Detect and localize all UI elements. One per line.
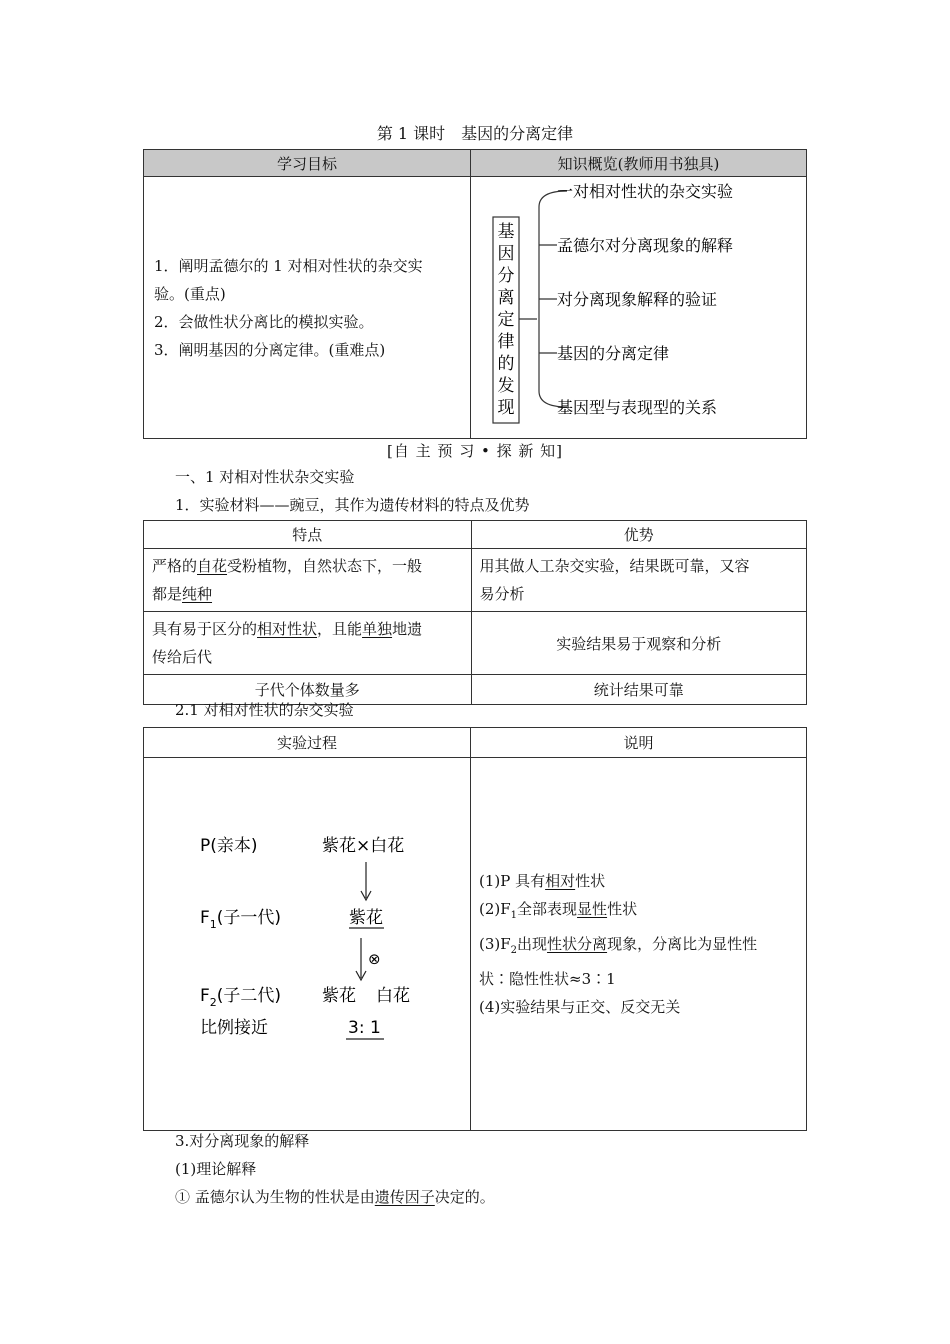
f2-value-white: 白花 bbox=[376, 986, 410, 1006]
cross-diagram bbox=[144, 758, 470, 1130]
advantage-cell-3: 统计结果可靠 bbox=[471, 675, 807, 705]
note-3: $(3)F_2$出现性状分离现象，分离比为显性性 状∶隐性性状≈3∶1 bbox=[479, 935, 758, 988]
text: ，且能 bbox=[317, 620, 363, 638]
objective-line: 1．阐明孟德尔的 1 对相对性状的杂交实 bbox=[154, 256, 423, 275]
ratio-label: 比例接近 bbox=[200, 1018, 268, 1038]
tree-root-char: 定 bbox=[497, 310, 515, 330]
objectives-table bbox=[143, 149, 807, 439]
section-banner: [自 主 预 习 • 探 新 知] bbox=[387, 442, 563, 460]
tree-root-char: 因 bbox=[497, 244, 515, 264]
objective-line: 3．阐明基因的分离定律。(重难点) bbox=[154, 340, 386, 359]
tree-root-char: 分 bbox=[497, 266, 515, 286]
objective-line: 验。(重点) bbox=[154, 284, 226, 303]
header-features: 特点 bbox=[144, 521, 472, 549]
tree-root-char: 的 bbox=[497, 354, 515, 374]
text: 具有易于区分的 bbox=[152, 620, 258, 638]
f2-value-purple: 紫花 bbox=[322, 986, 356, 1006]
tree-root-char: 现 bbox=[497, 398, 515, 418]
text: 易分析 bbox=[479, 585, 525, 603]
text: 受粉植物，自然状态下，一般 bbox=[227, 557, 423, 575]
feature-cell-2 bbox=[144, 612, 472, 675]
text: 严格的 bbox=[152, 557, 198, 575]
text: 都是 bbox=[152, 585, 183, 603]
tree-item-4: 基因的分离定律 bbox=[557, 344, 670, 363]
tree-root-char: 发 bbox=[497, 376, 515, 396]
objective-line: 2．会做性状分离比的模拟实验。 bbox=[154, 312, 374, 331]
cross-experiment-table bbox=[143, 727, 807, 1131]
objectives-cell bbox=[144, 177, 471, 439]
item-heading-3-1-1: ① 孟德尔认为生物的性状是由遗传因子决定的。 bbox=[175, 1188, 495, 1206]
underlined-term: 单独 bbox=[362, 620, 393, 638]
section-heading-1: 一、1 对相对性状杂交实验 bbox=[175, 468, 355, 486]
notes-cell bbox=[471, 758, 807, 1131]
p-value: 紫花×白花 bbox=[322, 836, 405, 856]
f2-label: $F_2$(子二代) bbox=[200, 986, 282, 1009]
underlined-term: 相对性状 bbox=[257, 620, 318, 638]
tree-item-3: 对分离现象解释的验证 bbox=[557, 290, 718, 309]
note-4: (4)实验结果与正交、反交无关 bbox=[479, 998, 681, 1016]
page-title: 第 1 课时 基因的分离定律 bbox=[376, 124, 574, 143]
item-heading-3: 3.对分离现象的解释 bbox=[175, 1132, 310, 1150]
item-heading-3-1: (1)理论解释 bbox=[175, 1160, 257, 1178]
feature-cell-1 bbox=[144, 549, 472, 612]
header-process: 实验过程 bbox=[144, 728, 471, 758]
underlined-term: 自花 bbox=[197, 557, 228, 575]
tree-root-char: 律 bbox=[497, 332, 515, 352]
advantage-cell-1 bbox=[471, 549, 807, 612]
tree-root-char: 离 bbox=[497, 288, 515, 308]
text: 地遗 bbox=[392, 620, 423, 638]
f1-label: $F_1$(子一代) bbox=[200, 908, 282, 931]
pea-traits-table bbox=[143, 520, 807, 705]
tree-item-1: 一对相对性状的杂交实验 bbox=[557, 182, 734, 201]
feature-cell-3: 子代个体数量多 bbox=[144, 675, 472, 705]
item-heading-2: 2.1 对相对性状的杂交实验 bbox=[175, 701, 354, 719]
tree-root-char: 基 bbox=[497, 222, 515, 242]
ratio-value: 3: 1 bbox=[348, 1018, 381, 1038]
advantage-cell-2: 实验结果易于观察和分析 bbox=[471, 612, 807, 675]
knowledge-tree bbox=[471, 177, 806, 438]
header-knowledge-overview: 知识概览(教师用书独具) bbox=[471, 150, 807, 177]
text: 用其做人工杂交实验，结果既可靠，又容 bbox=[479, 557, 750, 575]
item-heading-1: 1．实验材料——豌豆，其作为遗传材料的特点及优势 bbox=[175, 496, 530, 514]
text: 传给后代 bbox=[152, 648, 213, 666]
header-advantages: 优势 bbox=[471, 521, 807, 549]
note-2: $(2)F_1$全部表现显性性状 bbox=[479, 900, 638, 921]
f1-value: 紫花 bbox=[349, 908, 383, 928]
process-cell bbox=[144, 758, 471, 1131]
knowledge-tree-cell bbox=[471, 177, 807, 439]
tree-item-2: 孟德尔对分离现象的解释 bbox=[557, 236, 734, 255]
underlined-term: 纯种 bbox=[182, 585, 213, 603]
tree-item-5: 基因型与表现型的关系 bbox=[557, 398, 718, 417]
header-notes: 说明 bbox=[471, 728, 807, 758]
p-label: P(亲本) bbox=[200, 836, 258, 856]
self-cross-icon: ⊗ bbox=[368, 950, 381, 968]
note-1: (1)P 具有相对性状 bbox=[479, 872, 606, 890]
header-learning-goals: 学习目标 bbox=[144, 150, 471, 177]
